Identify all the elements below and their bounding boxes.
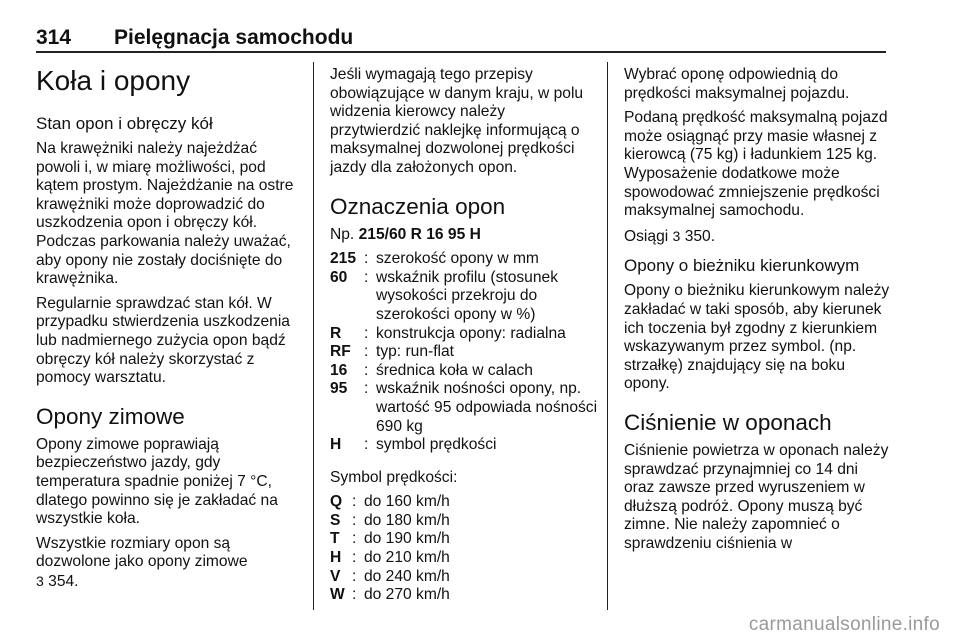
- code-term: H: [330, 436, 342, 454]
- paragraph-speed-sticker: Jeśli wymagają tego przepisy obowiązujące w danym kraju, w polu widzenia kierowcy należy przytwierdzić naklejkę informującą o maksymalnej dozwolonej prędkości jazdy dla założonych opon.: [330, 66, 584, 176]
- page-number: 314: [36, 26, 72, 49]
- paragraph-check-wheels: Regularnie sprawdzać stan kół. W przypadku stwierdzenia uszkodzenia lub nadmiernego zużycia opon bądź obręczy kół należy skorzystać z pomocy warsztatu.: [36, 294, 290, 387]
- code-term: 16: [330, 361, 348, 379]
- code-description: wskaźnik nośności opony, np. wartość 95 odpowiada nośności 690 kg: [376, 380, 598, 435]
- code-description: szerokość opony w mm: [376, 250, 539, 268]
- column-divider-2: [607, 62, 608, 610]
- column-divider-1: [313, 62, 314, 610]
- code-description: konstrukcja opony: radialna: [376, 324, 566, 342]
- code-description: typ: run-flat: [376, 343, 454, 361]
- main-heading: Koła i opony: [36, 65, 191, 96]
- reference-arrow-icon: 3: [36, 572, 44, 589]
- section-heading-tire-pressure: Ciśnienie w oponach: [624, 409, 832, 435]
- speed-code: W: [330, 586, 345, 604]
- paragraph-curbs: Na krawężniki należy najeżdżać powoli i, w miarę możliwości, pod kątem prostym. Najeżdżanie na ostre krawężniki może doprowadzić do uszkodzenia opon i obręczy kół. Podczas parkowania należy uważać, aby opony nie zostały dociśnięte do krawężnika.: [36, 140, 294, 288]
- column-2: [330, 66, 598, 605]
- code-term: 60: [330, 268, 348, 286]
- code-term: 95: [330, 380, 348, 398]
- paragraph-choose-tire: Wybrać oponę odpowiednią do prędkości maksymalnej pojazdu.: [624, 66, 850, 102]
- reference-page: 354.: [48, 572, 79, 590]
- column-1: [36, 58, 304, 597]
- paragraph-winter-benefits: Opony zimowe poprawiają bezpieczeństwo jazdy, gdy temperatura spadnie poniżej 7 °C, dlatego powinno się je zakładać na wszystkie koła.: [36, 435, 278, 528]
- section-heading-directional-tires: Opony o bieżniku kierunkowym: [624, 256, 860, 276]
- speed-code: H: [330, 549, 342, 567]
- page-reference-354[interactable]: [36, 573, 79, 590]
- speed-code: S: [330, 511, 341, 529]
- column-3: [624, 66, 892, 559]
- watermark: carmanualsonline.info: [748, 614, 940, 635]
- speed-value: do 190 km/h: [364, 530, 450, 548]
- tire-code-list: 215 : szerokość opony w mm 60 : wskaźnik profilu (stosunek wysokości przekroju do szerokości opony w %) R : konstrukcja opony: radialna RF : typ: run-flat 16 : średnica koła w calach 95 : wskaźnik nośności opony, np. wartość 95 odpowiada nośności 690 kg H : symbol prędkości: [330, 250, 598, 454]
- speed-code: V: [330, 567, 341, 585]
- code-description: symbol prędkości: [376, 436, 497, 454]
- code-description: średnica koła w calach: [376, 361, 533, 379]
- paragraph-directional-tires: Opony o bieżniku kierunkowym należy zakładać w taki sposób, aby kierunek ich toczenia był zgodny z kierunkiem wskazywanym przez symbol. (np. strzałkę) znajdujący się na boku opony.: [624, 282, 890, 393]
- paragraph-winter-sizes: [36, 535, 304, 592]
- speed-value: do 240 km/h: [364, 567, 450, 585]
- code-term: 215: [330, 250, 357, 268]
- code-term: RF: [330, 343, 351, 361]
- code-term: R: [330, 324, 342, 342]
- speed-symbol-list: Q : do 160 km/h S : do 180 km/h T : do 190 km/h H : do 210 km/h V : do 240 km/h W : do 270 km/h: [330, 493, 598, 605]
- example-code: 215/60 R 16 95 H: [358, 225, 481, 243]
- speed-code: T: [330, 530, 340, 548]
- performance-label: Osiągi: [624, 227, 669, 245]
- page-reference-350[interactable]: [673, 228, 716, 245]
- reference-page: 350.: [684, 227, 716, 245]
- speed-value: do 160 km/h: [364, 493, 450, 511]
- paragraph-max-speed: Podaną prędkość maksymalną pojazd może osiągnąć przy masie własnej z kierowcą (75 kg) i ładunkiem 125 kg. Wyposażenie dodatkowe może spowodować zmniejszenie prędkości maksymalnej samochodu.: [624, 109, 888, 220]
- speed-value: do 180 km/h: [364, 511, 450, 529]
- example-prefix: Np.: [330, 225, 355, 243]
- speed-symbols: [330, 469, 598, 605]
- section-heading-tire-condition: Stan opon i obręczy kół: [36, 114, 213, 133]
- code-description: wskaźnik profilu (stosunek wysokości przekroju do szerokości opony w %): [376, 268, 559, 323]
- paragraph-tire-pressure: Ciśnienie powietrza w oponach należy sprawdzać przynajmniej co 14 dni oraz zawsze przed wyruszeniem w dłuższą podróż. Opony muszą być zimne. Nie należy zapomnieć o sprawdzeniu ciśnienia w: [624, 441, 889, 552]
- page-title: Pielęgnacja samochodu: [114, 26, 354, 49]
- speed-code: Q: [330, 493, 343, 511]
- speed-value: do 210 km/h: [364, 549, 450, 567]
- speed-value: do 270 km/h: [364, 586, 450, 604]
- paragraph-performance-ref: [624, 227, 892, 247]
- winter-sizes-text: Wszystkie rozmiary opon są dozwolone jako opony zimowe: [36, 534, 248, 571]
- section-heading-winter-tires: Opony zimowe: [36, 403, 185, 429]
- header-divider: [36, 51, 886, 53]
- speed-symbols-label: Symbol prędkości:: [330, 468, 458, 486]
- section-heading-tire-markings: Oznaczenia opon: [330, 193, 506, 219]
- tire-example: [330, 226, 598, 245]
- reference-arrow-icon: 3: [672, 227, 681, 244]
